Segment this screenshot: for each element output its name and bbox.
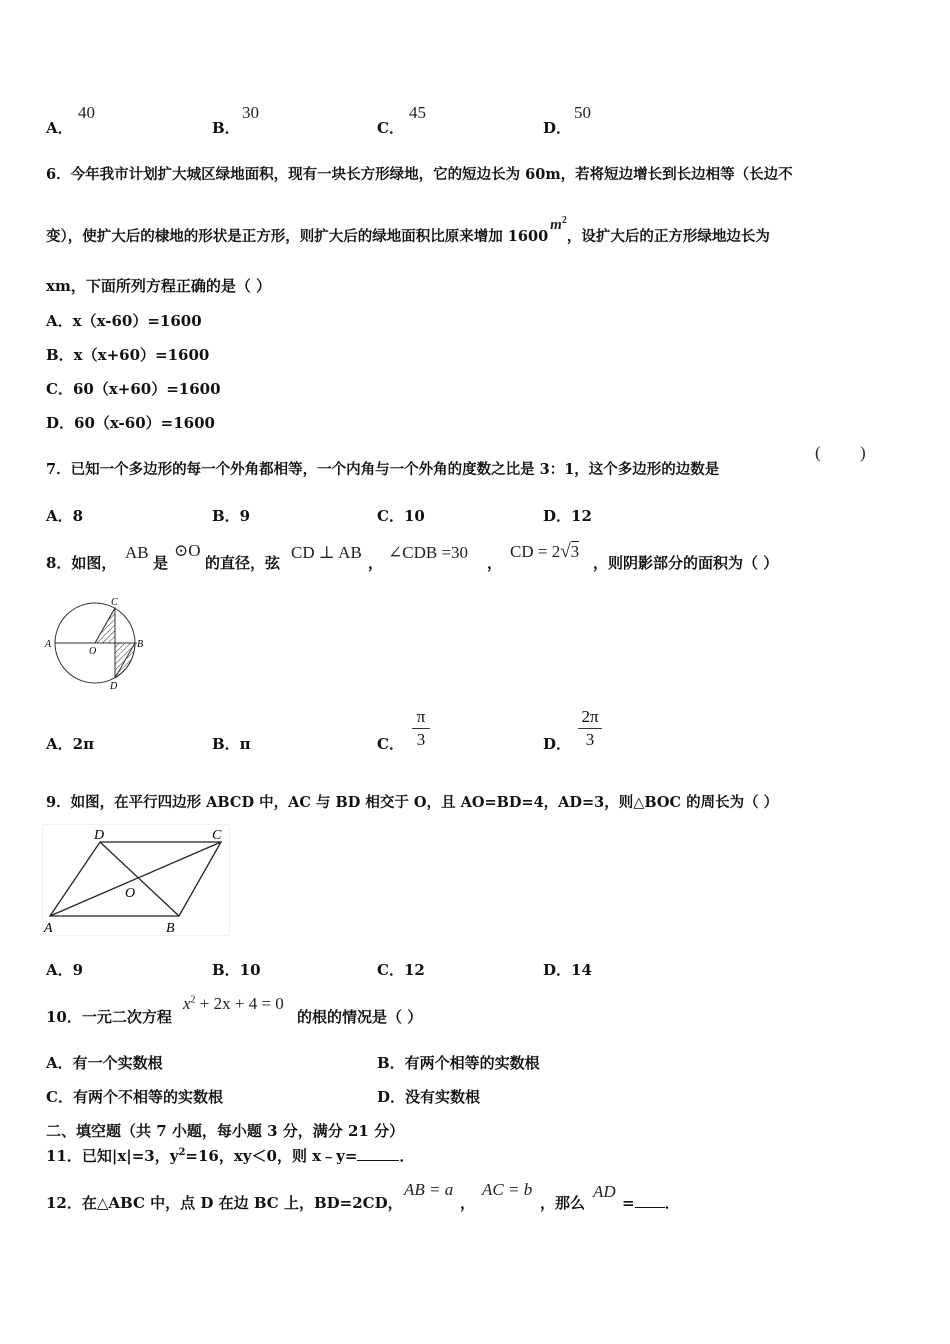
q11-part1: 11．已知|x|=3，y <box>46 1147 179 1165</box>
q8-circle-o: ⊙O <box>174 541 201 560</box>
q10-equation <box>183 994 284 1014</box>
q8-sqrt-radicand: 3 <box>570 542 580 561</box>
section-2-title: 二、填空题（共 7 小题，每小题 3 分，满分 21 分） <box>46 1122 405 1140</box>
q6-stem-line2 <box>46 215 770 246</box>
q5-option-d-label: D． <box>543 119 572 137</box>
q12-answer-blank[interactable] <box>635 1207 665 1208</box>
q7-stem: 7．已知一个多边形的每一个外角都相等，一个内角与一个外角的度数之比是 3：1，这个多边形的边数是 <box>46 461 720 478</box>
q9-stem: 9．如图，在平行四边形 ABCD 中，AC 与 BD 相交于 O，且 AO=BD=4，AD=3，则△BOC 的周长为（ ） <box>46 794 779 811</box>
q10-option-a: A．有一个实数根 <box>46 1054 163 1072</box>
q8-label-b: B <box>137 639 144 650</box>
q9-option-d: D．14 <box>543 961 592 979</box>
q10-option-b: B．有两个相等的实数根 <box>377 1054 540 1072</box>
q10-stem-part1: 10．一元二次方程 <box>46 1008 172 1026</box>
q8-label-o: O <box>89 646 97 657</box>
q10-option-c: C．有两个不相等的实数根 <box>46 1088 223 1106</box>
q12-part3: ． <box>664 1194 680 1212</box>
q8-option-d-numerator: 2π <box>581 707 599 726</box>
q5-option-c-label: C． <box>377 119 404 137</box>
q8-ab: AB <box>125 543 149 562</box>
q8-sqrt-symbol: √ <box>560 541 571 562</box>
q12-comma1: ， <box>460 1194 476 1212</box>
q6-stem-line1: 6．今年我市计划扩大城区绿地面积，现有一块长方形绿地，它的短边长为 60m，若将短边增长到长边相等（长边不 <box>46 166 793 183</box>
q5-option-b-value: 30 <box>242 103 259 122</box>
q7-option-b: B．9 <box>212 507 251 525</box>
q5-option-b-label: B． <box>212 119 240 137</box>
q8-option-d-fraction-bar <box>578 728 602 729</box>
q8-option-b: B．π <box>212 735 251 753</box>
q8-stem-part1: 8．如图， <box>46 554 117 572</box>
q7-paren-close: ) <box>860 443 866 462</box>
q8-label-c: C <box>111 597 118 608</box>
q8-angle: ∠CDB =30 <box>388 543 469 562</box>
q8-shaded-region-upper <box>95 608 115 643</box>
q11-exp: 2 <box>178 1147 186 1158</box>
q12-answer <box>622 1192 680 1213</box>
q9-parallelogram-figure <box>42 824 232 938</box>
q11-part2: =16，xy＜0，则 x﹣y= <box>185 1147 358 1165</box>
q9-diagonal-bd <box>100 842 179 916</box>
question-11 <box>46 1145 414 1166</box>
q7-option-d: D．12 <box>543 507 592 525</box>
q6-stem-line2a: 变），使扩大后的棣地的形状是正方形，则扩大后的绿地面积比原来增加 1600 <box>46 228 549 245</box>
q7-option-c: C．10 <box>377 507 425 525</box>
q6-stem-line3: xm，下面所列方程正确的是（ ） <box>46 277 272 295</box>
q8-stem-part3: 的直径，弦 <box>205 554 281 572</box>
q9-option-b: B．10 <box>212 961 261 979</box>
q8-option-d-label: D． <box>543 735 572 753</box>
q8-cd-length-text: CD = 2 <box>510 542 561 561</box>
q8-option-a: A．2π <box>46 735 95 753</box>
q6-option-a: A．x（x-60）=1600 <box>46 312 202 330</box>
q6-unit-exp: 2 <box>561 215 567 226</box>
q9-label-b: B <box>166 921 175 936</box>
q6-option-b: B．x（x+60）=1600 <box>46 346 210 364</box>
q10-option-d: D．没有实数根 <box>377 1088 481 1106</box>
q7-paren-open: ( <box>815 443 821 462</box>
q8-comma1: ， <box>368 554 384 572</box>
q10-eq-x: x <box>183 994 191 1013</box>
q8-circle-figure <box>40 592 155 697</box>
q8-stem-part4: ，则阴影部分的面积为（ ） <box>593 554 779 572</box>
q8-shaded-region-lower <box>115 643 135 678</box>
q8-label-a: A <box>45 639 52 650</box>
q9-label-a: A <box>44 921 53 936</box>
q6-option-d: D．60（x-60）=1600 <box>46 414 215 432</box>
q12-equals: = <box>622 1194 635 1212</box>
q8-label-d: D <box>110 681 118 692</box>
q7-option-a: A．8 <box>46 507 84 525</box>
q8-option-c-label: C． <box>377 735 404 753</box>
q11-answer-blank[interactable] <box>357 1160 399 1161</box>
q12-stem-part2: ，那么 <box>540 1194 586 1212</box>
q12-ac-eq: AC = b <box>482 1180 533 1199</box>
q11-part3: ． <box>399 1147 415 1165</box>
q8-cd-perp-ab: CD ⊥ AB <box>291 543 362 562</box>
q5-option-d-value: 50 <box>574 103 591 122</box>
q9-label-o: O <box>125 886 136 901</box>
q9-option-a: A．9 <box>46 961 84 979</box>
q5-option-c-value: 45 <box>409 103 426 122</box>
q10-stem-part2: 的根的情况是（ ） <box>297 1008 423 1026</box>
q6-option-c: C．60（x+60）=1600 <box>46 380 221 398</box>
q12-stem-part1: 12．在△ABC 中，点 D 在边 BC 上，BD=2CD， <box>46 1194 403 1212</box>
q10-eq-rest: + 2x + 4 = 0 <box>195 994 284 1013</box>
q6-stem-line2b: ，设扩大后的正方形绿地边长为 <box>566 228 770 245</box>
q8-option-c-denominator: 3 <box>416 730 426 749</box>
q8-option-d-denominator: 3 <box>585 730 595 749</box>
q6-unit <box>550 217 567 233</box>
q5-option-a-value: 40 <box>78 103 95 122</box>
q6-unit-base: m <box>550 217 562 233</box>
q12-ad: AD <box>593 1182 616 1201</box>
q8-comma2: ， <box>487 554 503 572</box>
q12-ab-eq: AB = a <box>404 1180 454 1199</box>
q8-option-c-numerator: π <box>416 707 426 726</box>
q10-eq-exp: 2 <box>190 994 196 1006</box>
q9-label-c: C <box>212 828 222 843</box>
q8-option-d-fraction <box>578 707 602 750</box>
q8-cd-length <box>510 541 579 563</box>
q9-option-c: C．12 <box>377 961 425 979</box>
q8-stem-part2: 是 <box>153 554 169 572</box>
q5-option-a-label: A． <box>46 119 73 137</box>
q8-option-c-fraction <box>412 707 430 750</box>
q8-option-c-fraction-bar <box>412 728 430 729</box>
q9-label-d: D <box>94 828 105 843</box>
